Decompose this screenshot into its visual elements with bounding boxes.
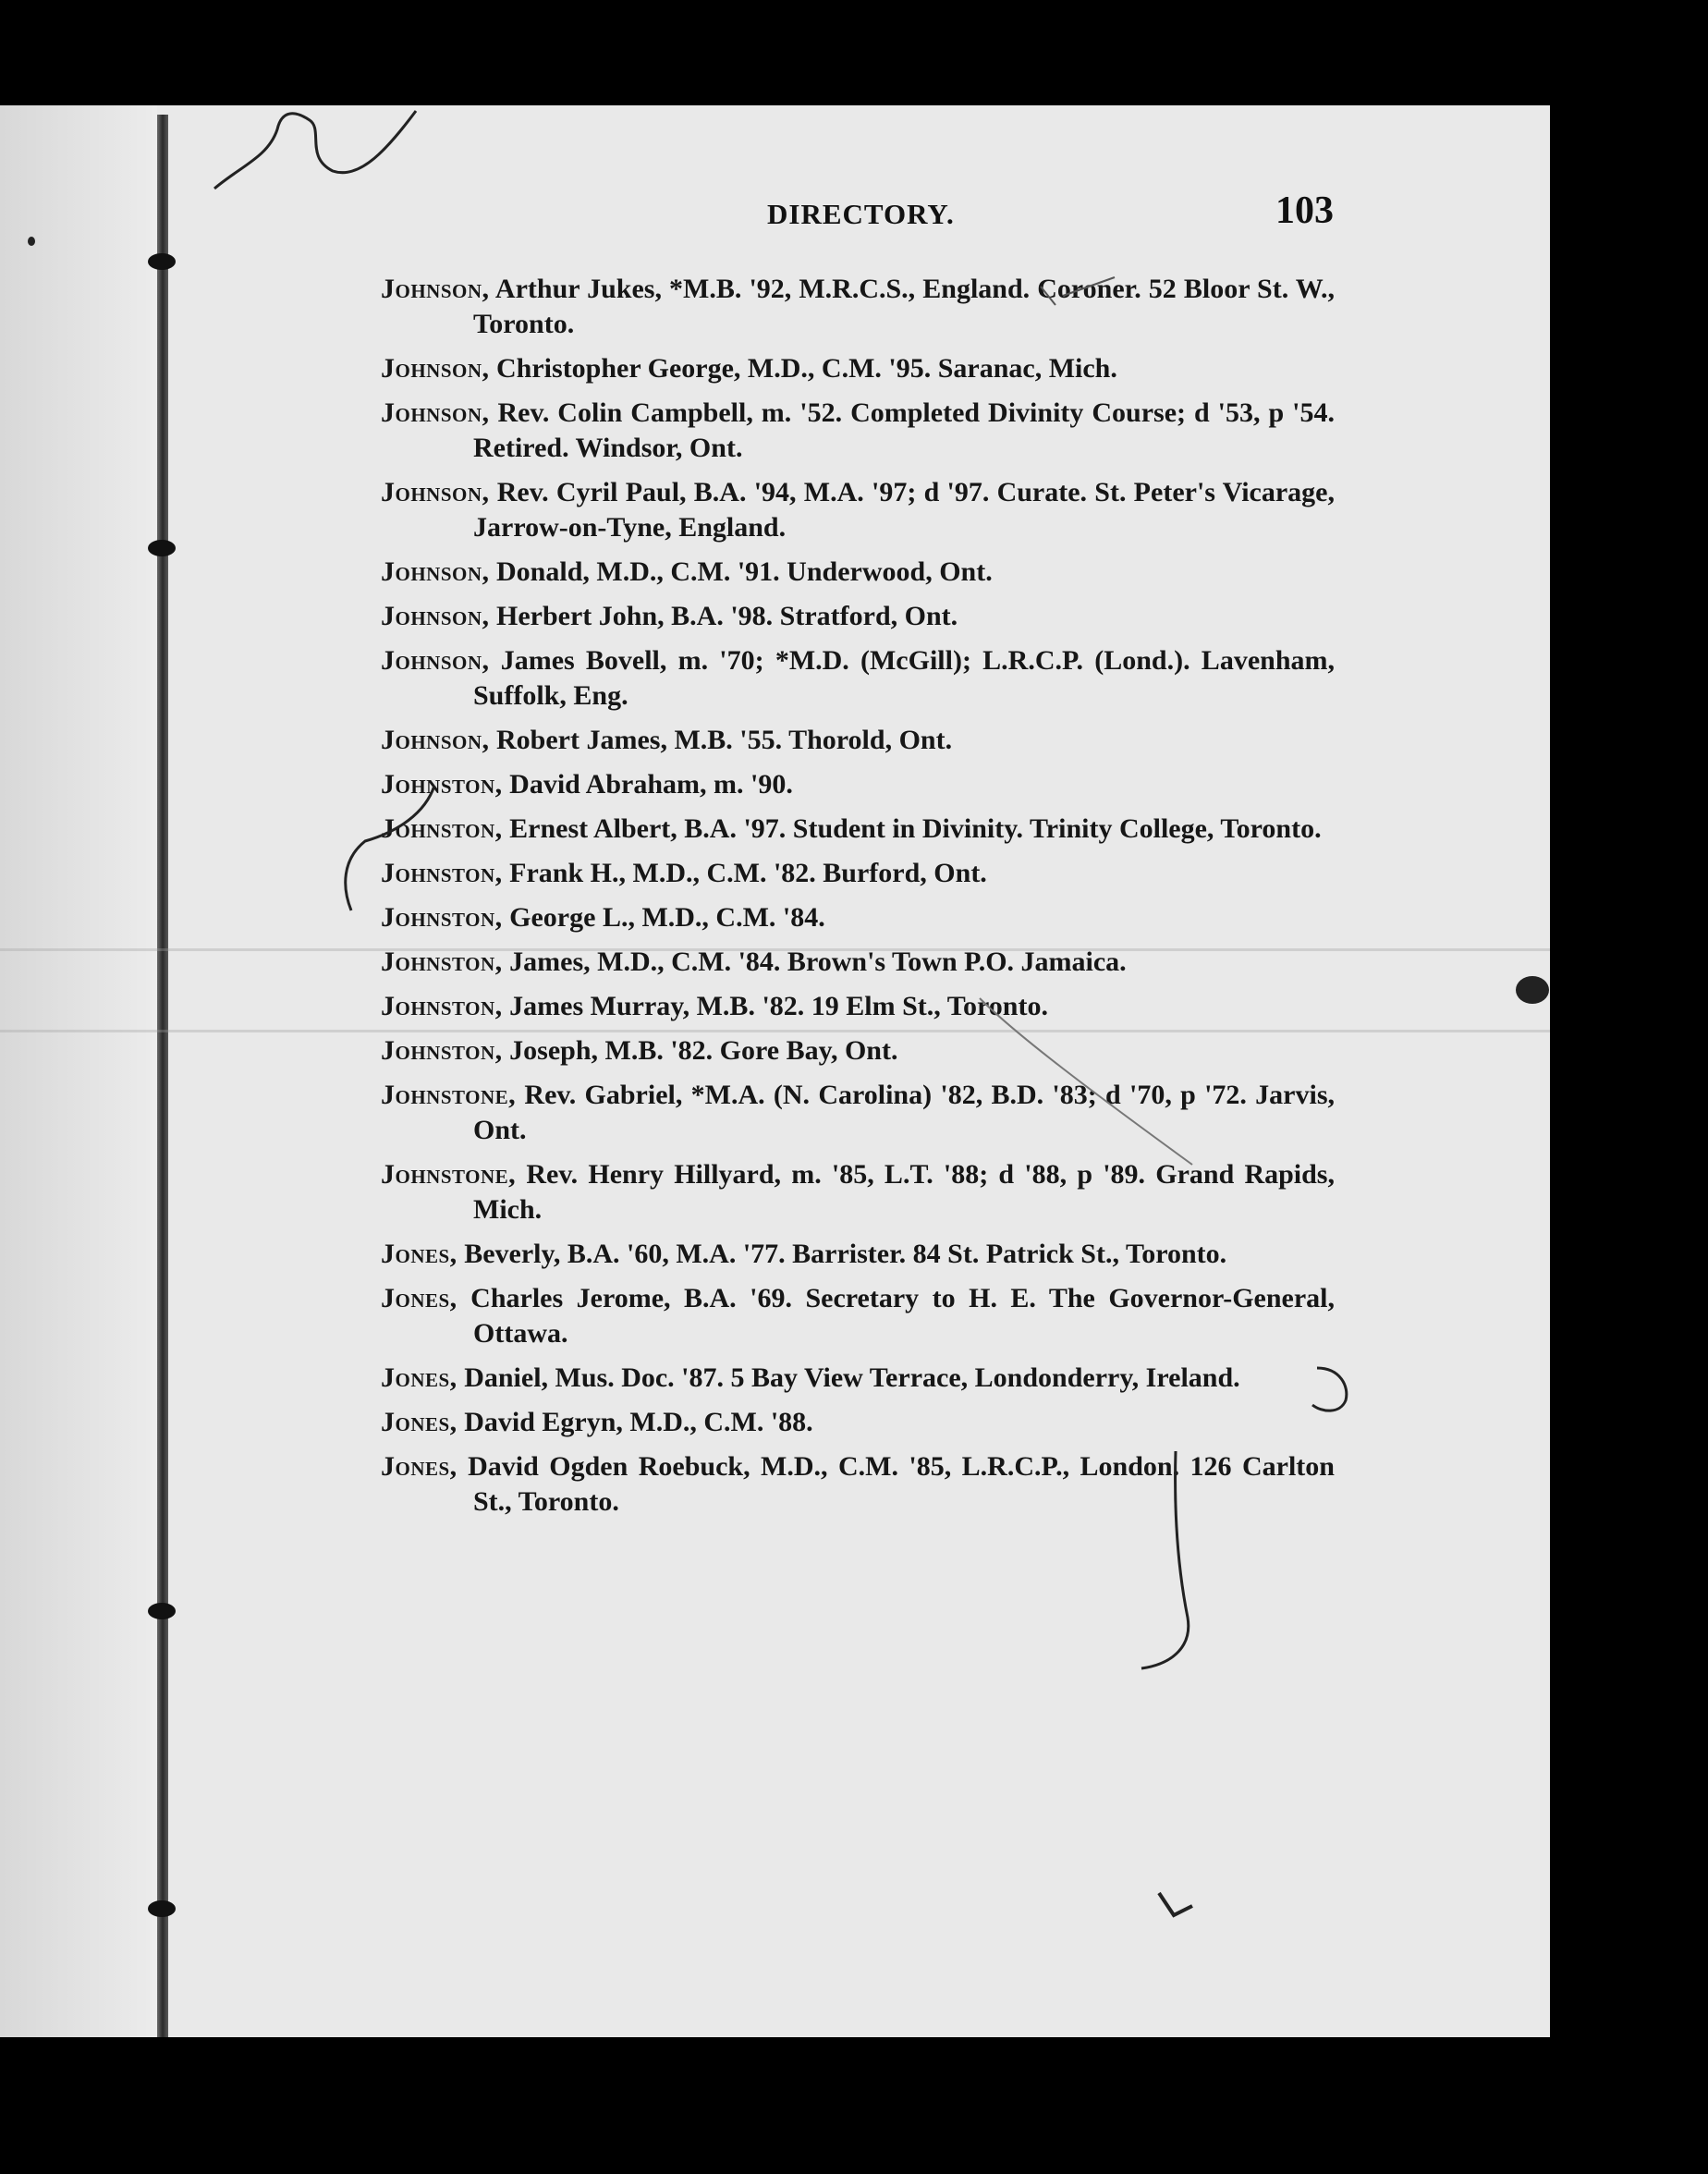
binding-knot	[148, 253, 176, 270]
entry-surname: Johnston,	[381, 1035, 503, 1066]
entry-surname: Johnson,	[381, 397, 490, 428]
entry-surname: Jones,	[381, 1283, 458, 1313]
directory-entry	[381, 555, 1335, 590]
entry-details: Robert James, M.B. '55. Thorold, Ont.	[489, 725, 953, 755]
directory-entry	[381, 1237, 1335, 1272]
binding-knot	[148, 540, 176, 556]
entry-details: Frank H., M.D., C.M. '82. Burford, Ont.	[502, 858, 987, 888]
entry-surname: Jones,	[381, 1407, 458, 1437]
directory-entry	[381, 945, 1335, 980]
directory-entry	[381, 989, 1335, 1024]
entry-surname: Johnston,	[381, 813, 503, 844]
directory-entry	[381, 396, 1335, 466]
page-number: 103	[1275, 189, 1334, 232]
entry-details: Rev. Colin Campbell, m. '52. Completed Divinity Course; d '53, p '54. Retired. Windsor, Ont.	[473, 397, 1335, 463]
directory-entry	[381, 1361, 1335, 1396]
gutter-shadow	[0, 105, 157, 2037]
directory-entry	[381, 475, 1335, 545]
entry-surname: Johnstone,	[381, 1080, 517, 1110]
directory-entry	[381, 272, 1335, 342]
directory-entry	[381, 767, 1335, 802]
directory-entry	[381, 900, 1335, 935]
entry-details: Charles Jerome, B.A. '69. Secretary to H. E. The Governor-General, Ottawa.	[457, 1283, 1335, 1349]
stray-mark	[28, 237, 35, 246]
directory-entry	[381, 856, 1335, 891]
ink-blot	[1516, 976, 1549, 1004]
entry-surname: Johnston,	[381, 858, 503, 888]
binding-knot	[148, 1900, 176, 1917]
entry-details: James, M.D., C.M. '84. Brown's Town P.O. Jamaica.	[502, 947, 1127, 977]
directory-entry	[381, 1449, 1335, 1520]
directory-entry	[381, 1157, 1335, 1227]
entry-details: Joseph, M.B. '82. Gore Bay, Ont.	[502, 1035, 898, 1066]
directory-entry	[381, 351, 1335, 386]
entry-details: Rev. Cyril Paul, B.A. '94, M.A. '97; d '97. Curate. St. Peter's Vicarage, Jarrow-on-Tyne, England.	[473, 477, 1335, 543]
directory-entry	[381, 643, 1335, 714]
entry-surname: Johnston,	[381, 947, 503, 977]
entry-surname: Johnson,	[381, 556, 490, 587]
entry-details: Ernest Albert, B.A. '97. Student in Divinity. Trinity College, Toronto.	[502, 813, 1322, 844]
entry-surname: Johnston,	[381, 902, 503, 933]
directory-entry	[381, 1078, 1335, 1148]
directory-entry	[381, 1405, 1335, 1440]
entry-details: Beverly, B.A. '60, M.A. '77. Barrister. 84 St. Patrick St., Toronto.	[457, 1239, 1227, 1269]
entry-details: Daniel, Mus. Doc. '87. 5 Bay View Terrace, Londonderry, Ireland.	[457, 1362, 1240, 1393]
binding-knot	[148, 1603, 176, 1619]
entry-surname: Jones,	[381, 1451, 458, 1482]
entry-surname: Johnston,	[381, 769, 503, 800]
directory-entry	[381, 1033, 1335, 1069]
entry-surname: Johnson,	[381, 725, 490, 755]
directory-entry	[381, 599, 1335, 634]
binding-thread	[157, 115, 168, 2037]
entry-details: David Egryn, M.D., C.M. '88.	[457, 1407, 813, 1437]
entry-details: Rev. Gabriel, *M.A. (N. Carolina) '82, B.D. '83; d '70, p '72. Jarvis, Ont.	[473, 1080, 1335, 1145]
entry-surname: Johnson,	[381, 645, 490, 676]
entry-surname: Johnson,	[381, 601, 490, 631]
directory-entries	[381, 272, 1335, 1529]
entry-details: David Abraham, m. '90.	[502, 769, 793, 800]
directory-entry	[381, 812, 1335, 847]
entry-details: Donald, M.D., C.M. '91. Underwood, Ont.	[489, 556, 993, 587]
entry-details: Rev. Henry Hillyard, m. '85, L.T. '88; d '88, p '89. Grand Rapids, Mich.	[473, 1159, 1335, 1225]
entry-details: James Murray, M.B. '82. 19 Elm St., Toronto.	[502, 991, 1048, 1021]
entry-details: David Ogden Roebuck, M.D., C.M. '85, L.R.C.P., London. 126 Carlton St., Toronto.	[457, 1451, 1335, 1517]
entry-details: James Bovell, m. '70; *M.D. (McGill); L.R.C.P. (Lond.). Lavenham, Suffolk, Eng.	[473, 645, 1335, 711]
entry-surname: Jones,	[381, 1362, 458, 1393]
entry-surname: Johnson,	[381, 353, 490, 384]
entry-details: Herbert John, B.A. '98. Stratford, Ont.	[489, 601, 958, 631]
directory-entry	[381, 1281, 1335, 1351]
entry-details: Christopher George, M.D., C.M. '95. Saranac, Mich.	[489, 353, 1117, 384]
entry-details: Arthur Jukes, *M.B. '92, M.R.C.S., England. Coroner. 52 Bloor St. W., Toronto.	[473, 274, 1335, 339]
entry-surname: Jones,	[381, 1239, 458, 1269]
entry-surname: Johnstone,	[381, 1159, 517, 1190]
entry-surname: Johnson,	[381, 274, 490, 304]
entry-details: George L., M.D., C.M. '84.	[502, 902, 825, 933]
entry-surname: Johnston,	[381, 991, 503, 1021]
entry-surname: Johnson,	[381, 477, 490, 507]
directory-entry	[381, 723, 1335, 758]
running-head: DIRECTORY.	[767, 198, 955, 230]
